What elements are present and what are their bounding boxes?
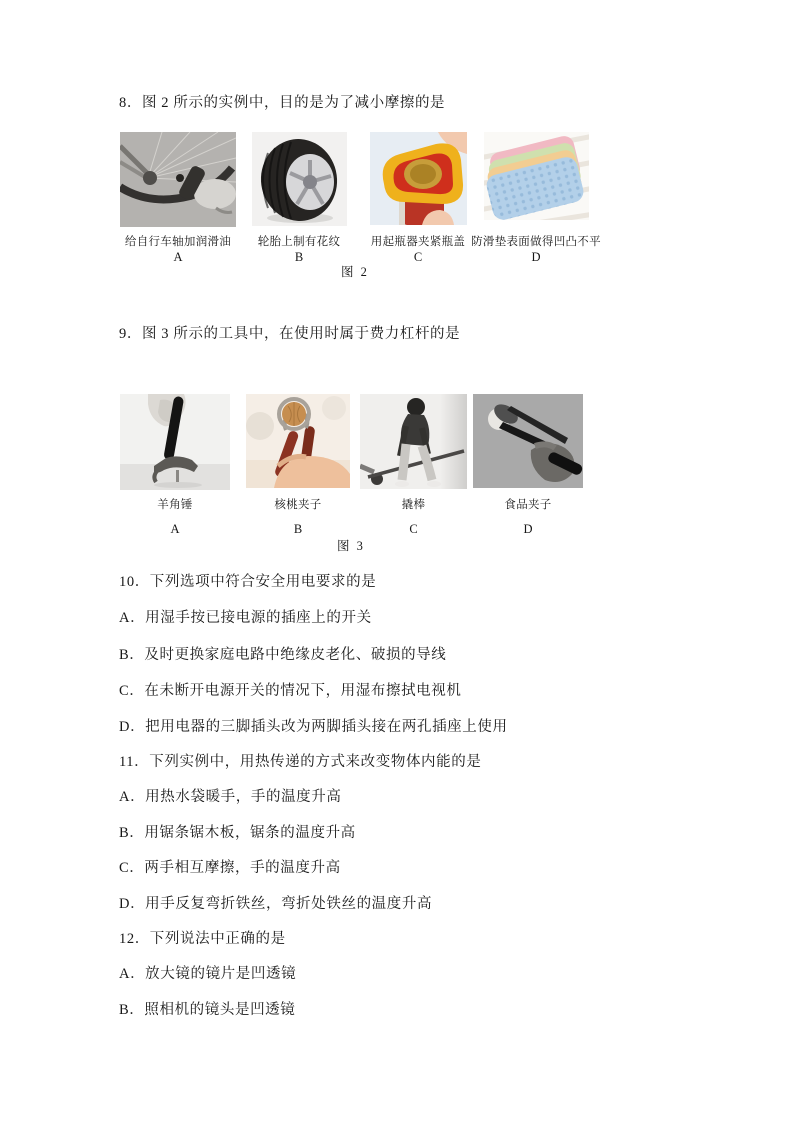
bicycle-axle-lubrication-photo xyxy=(120,132,236,227)
q9-choice-c-letter: C xyxy=(409,522,418,536)
q9-choice-b-figure xyxy=(240,394,356,537)
q8-choice-c-letter: C xyxy=(413,250,423,264)
q8-choice-b-figure xyxy=(237,132,361,265)
figure-3-label: 图 3 xyxy=(337,539,365,553)
q8-choice-d-figure xyxy=(468,132,604,265)
q10-option-c: C．在未断开电源开关的情况下，用湿布擦拭电视机 xyxy=(119,683,462,699)
q11-option-b: B．用锯条锯木板，锯条的温度升高 xyxy=(119,825,356,841)
q8-choice-d-letter: D xyxy=(531,250,541,264)
q9-choice-d-figure xyxy=(468,394,588,537)
q11-stem: 11．下列实例中，用热传递的方式来改变物体内能的是 xyxy=(119,754,482,770)
q9-choice-c-figure xyxy=(355,394,472,537)
figure-2-label: 图 2 xyxy=(341,265,369,279)
jar-opener-photo xyxy=(370,132,467,225)
q11-option-c: C．两手相互摩擦，手的温度升高 xyxy=(119,860,341,876)
q8-choice-b-letter: B xyxy=(294,250,304,264)
q10-option-d: D．把用电器的三脚插头改为两脚插头接在两孔插座上使用 xyxy=(119,719,508,735)
q10-option-b: B．及时更换家庭电路中绝缘皮老化、破损的导线 xyxy=(119,647,447,663)
q8-choice-c-figure xyxy=(355,132,481,265)
q8-choice-a-letter: A xyxy=(173,250,183,264)
q12-option-a: A．放大镜的镜片是凹透镜 xyxy=(119,966,297,982)
q8-stem: 8．图 2 所示的实例中，目的是为了减小摩擦的是 xyxy=(119,95,446,111)
q8-choice-c-caption: 用起瓶器夹紧瓶盖 xyxy=(370,236,466,248)
crowbar-photo xyxy=(360,394,467,489)
q9-choice-d-caption: 食品夹子 xyxy=(504,499,552,511)
q12-option-b: B．照相机的镜头是凹透镜 xyxy=(119,1002,296,1018)
nutcracker-photo xyxy=(246,394,350,488)
q8-choice-a-figure xyxy=(108,132,248,265)
q8-choice-a-caption: 给自行车轴加润滑油 xyxy=(124,236,232,248)
q10-option-a: A．用湿手按已接电源的插座上的开关 xyxy=(119,610,372,626)
food-tongs-photo xyxy=(473,394,583,488)
q9-choice-a-caption: 羊角锤 xyxy=(157,499,193,511)
q9-choice-a-letter: A xyxy=(170,522,180,536)
q12-stem: 12．下列说法中正确的是 xyxy=(119,931,286,947)
tire-tread-photo xyxy=(252,132,347,226)
q11-option-a: A．用热水袋暖手，手的温度升高 xyxy=(119,789,342,805)
q9-stem: 9．图 3 所示的工具中，在使用时属于费力杠杆的是 xyxy=(119,326,461,342)
q11-option-d: D．用手反复弯折铁丝，弯折处铁丝的温度升高 xyxy=(119,896,433,912)
anti-slip-mat-photo xyxy=(484,132,589,220)
claw-hammer-photo xyxy=(120,394,230,490)
q9-choice-c-caption: 撬棒 xyxy=(401,499,426,511)
q8-choice-b-caption: 轮胎上制有花纹 xyxy=(257,236,341,248)
q9-choice-b-caption: 核桃夹子 xyxy=(274,499,322,511)
q8-choice-d-caption: 防滑垫表面做得凹凸不平 xyxy=(471,236,601,248)
q9-choice-a-figure xyxy=(112,394,238,537)
q10-stem: 10．下列选项中符合安全用电要求的是 xyxy=(119,574,377,590)
q9-choice-b-letter: B xyxy=(293,522,303,536)
q9-choice-d-letter: D xyxy=(523,522,533,536)
